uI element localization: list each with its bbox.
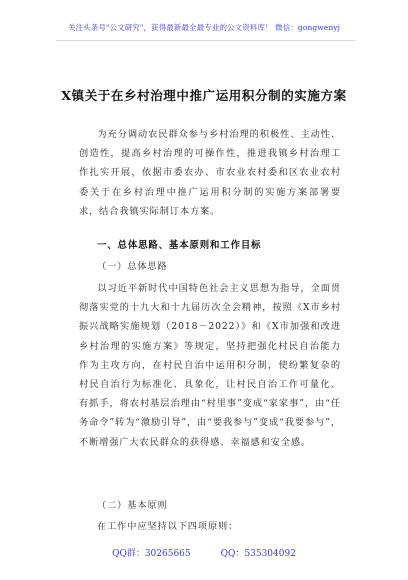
overall-approach-section — [79, 279, 341, 452]
overall-approach-paragraph: 以习近平新时代中国特色社会主义思想为指导，全面贯彻落实党的十九大和十九届历次全会精神，按照《X市乡村振兴战略实施规划（2018－2022）》和《X市加强和改进乡村治理的实施方案》等规定，坚持把强化村民自治能力作为主攻方向，在村民自治中运用积分制，使纷繁复杂的村民自治行为标准化、具象化，让村民自治工作可量化、有抓手，将农村基层治理由“村里事”变成“家家事”，由“任务命令”转为“激励引导”，由“要我参与”变成“我要参与”，不断增强广大农民群众的获得感、幸福感和安全感。 — [79, 283, 341, 448]
header-divider — [56, 40, 356, 41]
header-banner: 关注头条号"公文研究"，获得最新最全最专业的公文资料库！ 微信：gongwenyj — [67, 23, 341, 32]
footer — [0, 546, 408, 559]
intro-section — [79, 125, 341, 221]
section-heading-1: 一、总体思路、基本原则和工作目标 — [97, 240, 262, 251]
subsection-heading-principles: （二）基本原则 — [97, 500, 168, 511]
intro-paragraph: 为充分调动农民群众参与乡村治理的积极性、主动性、创造性，提高乡村治理的可操作性，推进我镇乡村治理工作扎实开展，依据市委农办、市农业农村委和区农业农村委关于在乡村治理中推广运用积分制的实施方案部署要求，结合我镇实际制订本方案。 — [79, 129, 341, 217]
principles-intro-text: 在工作中应坚持以下四项原则： — [97, 521, 239, 532]
footer-qq-number: QQ：535304092 — [220, 549, 296, 559]
document-title: X镇关于在乡村治理中推广运用积分制的实施方案 — [61, 88, 347, 103]
subsection-heading-overall-approach: （一）总体思路 — [97, 261, 168, 272]
footer-qq-group: QQ群：30265665 — [112, 549, 191, 559]
